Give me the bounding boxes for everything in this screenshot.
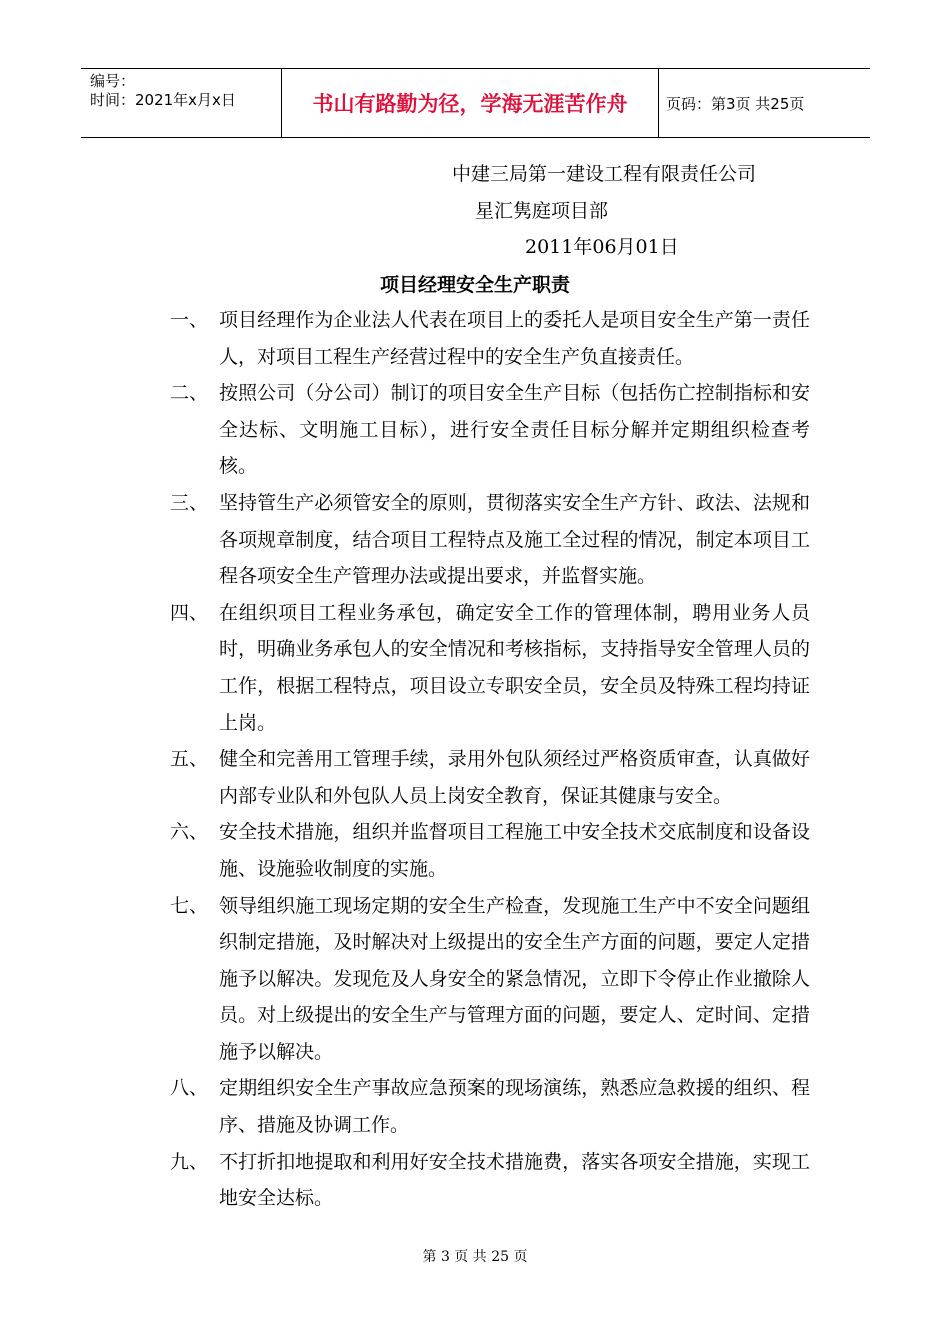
clause-text: 健全和完善用工管理手续，录用外包队须经过严格资质审查，认真做好内部专业队和外包队人员上岗安全教育，保证其健康与安全。 [219,748,810,807]
page-info-text: 页码：第3页 共25页 [666,94,805,113]
clause-text: 在组织项目工程业务承包，确定安全工作的管理体制，聘用业务人员时，明确业务承包人的安全情况和考核指标，支持指导安全管理人员的工作，根据工程特点，项目设立专职安全员，安全员及特殊工程均持证上岗。 [219,601,810,734]
clause-item [170,1070,810,1143]
signature-date: 2011年06月01日 [525,236,679,258]
page-footer: 第 3 页 共 25 页 [422,1249,528,1265]
clause-item [170,375,810,485]
clause-text: 坚持管生产必须管安全的原则，贯彻落实安全生产方针、政法、法规和各项规章制度，结合项目工程特点及施工全过程的情况，制定本项目工程各项安全生产管理办法或提出要求，并监督实施。 [219,491,810,588]
signature-company: 中建三局第一建设工程有限责任公司 [452,163,757,185]
clause-item [170,485,810,595]
signature-department: 星汇隽庭项目部 [475,200,609,222]
clause-list [170,302,810,1217]
clause-item [170,888,810,1071]
clause-item [170,302,810,375]
clause-number: 二、 [170,382,209,405]
clause-number: 八、 [170,1077,209,1100]
time-label: 时间：2021年x月x日 [90,91,236,109]
clause-text: 定期组织安全生产事故应急预案的现场演练，熟悉应急救援的组织、程序、措施及协调工作。 [219,1077,810,1137]
clause-number: 四、 [170,601,209,624]
page-header [81,68,870,138]
clause-item [170,814,810,887]
document-title: 项目经理安全生产职责 [379,274,570,296]
clause-item [170,595,810,741]
clause-text: 安全技术措施，组织并监督项目工程施工中安全技术交底制度和设备设施、设施验收制度的实施。 [219,821,810,880]
clause-number: 九、 [170,1150,209,1173]
header-page-info [658,69,870,137]
header-motto: 书山有路勤为径，学海无涯苦作舟 [281,69,659,137]
clause-number: 七、 [170,894,209,917]
clause-item [170,741,810,814]
header-meta [81,69,281,137]
clause-number: 一、 [170,309,209,331]
clause-number: 三、 [170,491,209,514]
clause-text: 领导组织施工现场定期的安全生产检查，发现施工生产中不安全问题组织制定措施，及时解决对上级提出的安全生产方面的问题，要定人定措施予以解决。发现危及人身安全的紧急情况，立即下令停止作业撤除人员。对上级提出的安全生产与管理方面的问题，要定人、定时间、定措施予以解决。 [219,894,810,1063]
clause-text: 按照公司（分公司）制订的项目安全生产目标（包括伤亡控制指标和安全达标、文明施工目标），进行安全责任目标分解并定期组织检查考核。 [219,382,810,478]
clause-text: 项目经理作为企业法人代表在项目上的委托人是项目安全生产第一责任人，对项目工程生产经营过程中的安全生产负直接责任。 [219,309,810,368]
number-label: 编号： [90,72,136,90]
clause-text: 不打折扣地提取和利用好安全技术措施费，落实各项安全措施，实现工地安全达标。 [219,1150,810,1210]
clause-item [170,1144,810,1217]
clause-number: 五、 [170,748,209,771]
clause-number: 六、 [170,821,209,844]
